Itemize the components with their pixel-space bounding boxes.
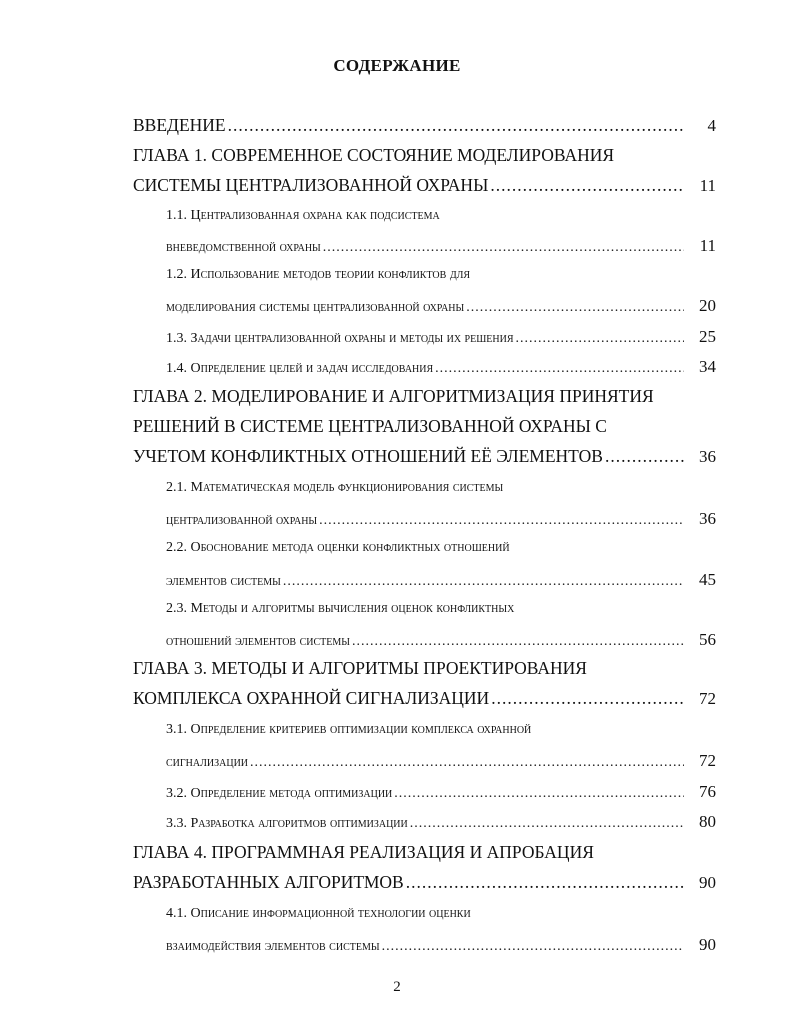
toc-entry-text: отношений элементов системы — [166, 634, 350, 649]
toc-leader-dots — [382, 939, 684, 955]
toc-leader-dots — [406, 872, 684, 893]
toc-entry-page: 76 — [699, 782, 716, 801]
toc-entry-section-2-3[interactable] — [166, 601, 716, 627]
toc-entry-text: 1.2. Использование методов теории конфликтов для — [166, 267, 471, 282]
toc-entry-page: 80 — [699, 812, 716, 831]
toc-entry-text: ГЛАВА 3. МЕТОДЫ И АЛГОРИТМЫ ПРОЕКТИРОВАНИЯ — [133, 658, 587, 678]
toc-entry-page: 72 — [699, 689, 716, 708]
toc-entry-page: 25 — [699, 327, 716, 346]
toc-entry-page: 34 — [699, 357, 716, 376]
toc-entry-text: 1.1. Централизованная охрана как подсистема — [166, 208, 440, 223]
toc-entry-chapter-3[interactable] — [133, 658, 716, 684]
toc-entry-text: вневедомственной охраны — [166, 240, 321, 255]
toc-leader-dots — [228, 115, 684, 136]
toc-entry-page: 4 — [707, 116, 716, 135]
toc-entry-text: КОМПЛЕКСА ОХРАННОЙ СИГНАЛИЗАЦИИ — [133, 688, 490, 708]
toc-entry-section-3-3[interactable] — [166, 812, 716, 838]
toc-entry-page: 45 — [699, 570, 716, 589]
toc-entry-chapter-2-cont-2[interactable] — [133, 446, 716, 472]
toc-entry-text: 2.3. Методы и алгоритмы вычисления оценок конфликтных — [166, 601, 515, 616]
toc-entry-text: ВВЕДЕНИЕ — [133, 115, 226, 135]
toc-entry-text: 3.1. Определение критериев оптимизации комплекса охранной — [166, 722, 532, 737]
toc-entry-page: 20 — [699, 296, 716, 315]
toc-entry-chapter-4[interactable] — [133, 842, 716, 868]
toc-entry-text: 1.4. Определение целей и задач исследования — [166, 361, 434, 376]
toc-entry-page: 90 — [699, 935, 716, 954]
toc-entry-page: 36 — [699, 447, 716, 466]
toc-entry-section-3-2[interactable] — [166, 782, 716, 808]
toc-leader-dots — [319, 513, 684, 529]
toc-entry-text: сигнализации — [166, 755, 249, 770]
toc-leader-dots — [323, 240, 684, 256]
toc-entry-text: централизованной охраны — [166, 513, 318, 528]
toc-entry-text: ГЛАВА 1. СОВРЕМЕННОЕ СОСТОЯНИЕ МОДЕЛИРОВАНИЯ — [133, 145, 615, 165]
page-title: СОДЕРЖАНИЕ — [333, 56, 461, 75]
toc-entry-chapter-1-cont[interactable] — [133, 175, 716, 201]
toc-entry-section-2-2-cont[interactable] — [166, 570, 716, 596]
toc-entry-page: 36 — [699, 509, 716, 528]
toc-entry-chapter-4-cont[interactable] — [133, 872, 716, 898]
toc-entry-section-1-1-cont[interactable] — [166, 236, 716, 262]
toc-entry-section-1-3[interactable] — [166, 327, 716, 353]
toc-entry-section-3-1[interactable] — [166, 722, 716, 748]
toc-entry-section-4-1-cont[interactable] — [166, 935, 716, 961]
toc-entry-page: 90 — [699, 873, 716, 892]
toc-entry-text: СИСТЕМЫ ЦЕНТРАЛИЗОВАННОЙ ОХРАНЫ — [133, 175, 489, 195]
toc-leader-dots — [394, 786, 684, 802]
toc-entry-text: РЕШЕНИЙ В СИСТЕМЕ ЦЕНТРАЛИЗОВАННОЙ ОХРАНЫ С — [133, 416, 607, 436]
toc-leader-dots — [410, 816, 684, 832]
toc-entry-section-1-2[interactable] — [166, 267, 716, 293]
toc-entry-text: элементов системы — [166, 574, 281, 589]
toc-entry-page: 11 — [699, 236, 716, 255]
toc-entry-page: 56 — [699, 630, 716, 649]
toc-entry-text: моделирования системы централизованной охраны — [166, 300, 465, 315]
toc-leader-dots — [283, 574, 684, 590]
toc-entry-text: взаимодействия элементов системы — [166, 939, 380, 954]
page-number: 2 — [393, 979, 401, 995]
toc-entry-page: 11 — [699, 176, 716, 195]
toc-entry-text: 2.2. Обоснование метода оценки конфликтных отношений — [166, 540, 510, 555]
toc-entry-text: 3.2. Определение метода оптимизации — [166, 786, 393, 801]
toc-leader-dots — [491, 688, 684, 709]
toc-leader-dots — [466, 300, 684, 316]
toc-entry-text: УЧЕТОМ КОНФЛИКТНЫХ ОТНОШЕНИЙ ЕЁ ЭЛЕМЕНТОВ — [133, 446, 603, 466]
toc-entry-section-2-2[interactable] — [166, 540, 716, 566]
toc-entry-text: ГЛАВА 4. ПРОГРАММНАЯ РЕАЛИЗАЦИЯ И АПРОБАЦИЯ — [133, 842, 594, 862]
toc-entry-section-3-1-cont[interactable] — [166, 751, 716, 777]
toc-leader-dots — [250, 755, 684, 771]
toc-entry-section-1-1[interactable] — [166, 208, 716, 234]
toc-entry-chapter-3-cont[interactable] — [133, 688, 716, 714]
toc-entry-page: 72 — [699, 751, 716, 770]
toc-entry-chapter-2[interactable] — [133, 386, 716, 412]
toc-leader-dots — [516, 331, 684, 347]
toc-entry-section-1-4[interactable] — [166, 357, 716, 383]
toc-entry-section-2-1-cont[interactable] — [166, 509, 716, 535]
toc-leader-dots — [435, 361, 684, 377]
toc-entry-section-4-1[interactable] — [166, 906, 716, 932]
toc-entry-text: 2.1. Математическая модель функционирования системы — [166, 480, 504, 495]
toc-entry-text: ГЛАВА 2. МОДЕЛИРОВАНИЕ И АЛГОРИТМИЗАЦИЯ ПРИНЯТИЯ — [133, 386, 654, 406]
toc-entry-introduction[interactable] — [133, 115, 716, 141]
toc-entry-section-2-3-cont[interactable] — [166, 630, 716, 656]
toc-leader-dots — [352, 634, 684, 650]
toc-leader-dots — [605, 446, 684, 467]
toc-entry-text: 4.1. Описание информационной технологии оценки — [166, 906, 471, 921]
toc-leader-dots — [490, 175, 684, 196]
toc-entry-text: 1.3. Задачи централизованной охраны и методы их решения — [166, 331, 514, 346]
toc-entry-chapter-1[interactable] — [133, 145, 716, 171]
toc-entry-section-1-2-cont[interactable] — [166, 296, 716, 322]
toc-entry-text: 3.3. Разработка алгоритмов оптимизации — [166, 816, 408, 831]
toc-entry-chapter-2-cont-1[interactable] — [133, 416, 716, 442]
toc-entry-text: РАЗРАБОТАННЫХ АЛГОРИТМОВ — [133, 872, 404, 892]
toc-entry-section-2-1[interactable] — [166, 480, 716, 506]
